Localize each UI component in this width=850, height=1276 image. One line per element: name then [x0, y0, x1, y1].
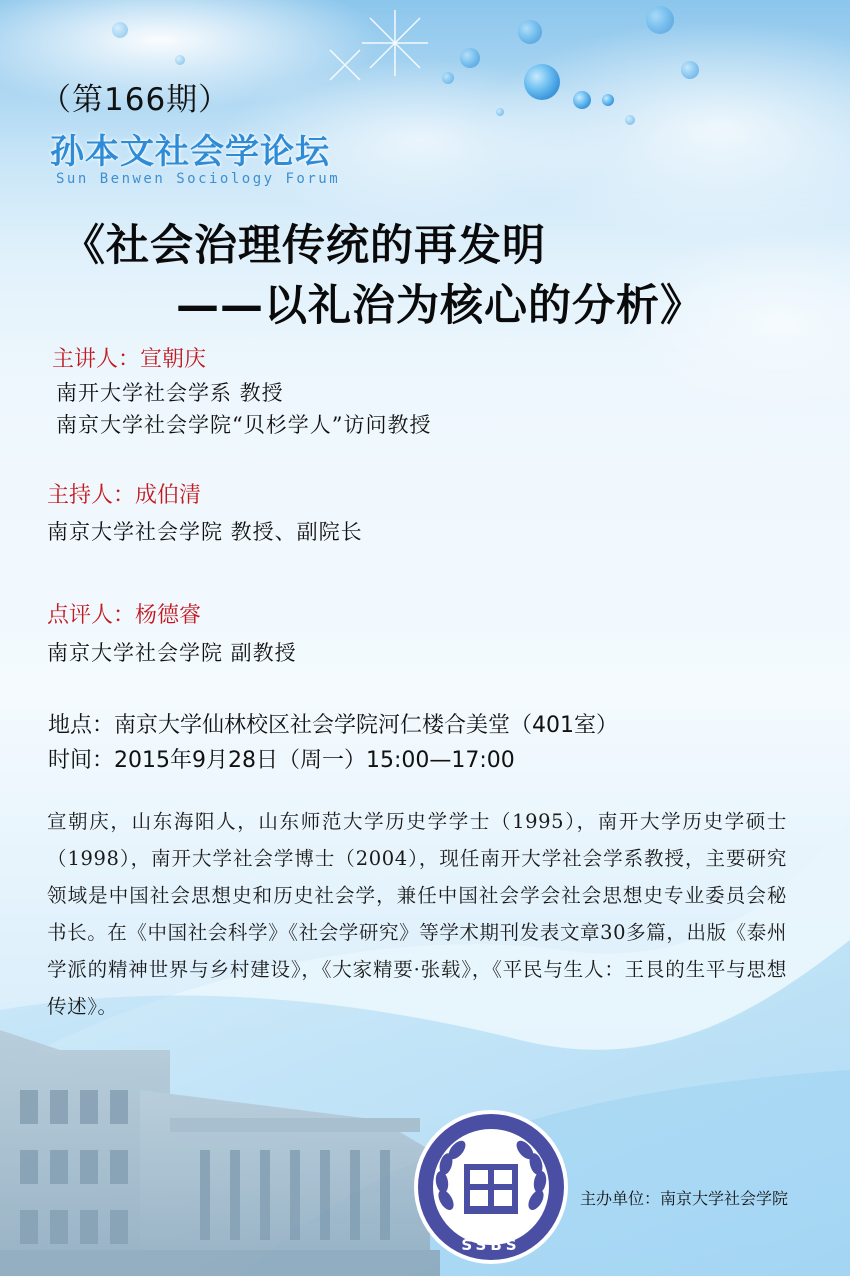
speaker-affiliation-1: 南开大学社会学系 教授 — [56, 381, 284, 405]
issue-number: （第166期） — [40, 82, 231, 118]
commentator-affiliation: 南京大学社会学院 副教授 — [47, 641, 297, 665]
lecture-title-line1: 《社会治理传统的再发明 — [62, 221, 546, 271]
speaker-biography: 宣朝庆，山东海阳人，山东师范大学历史学学士（1995），南开大学历史学硕士（1998），南开大学社会学博士（2004），现任南开大学社会学系教授，主要研究领域是中国社会思想史和历史社会学，兼任中国社会学会社会思想史专业委员会秘书长。在《中国社会科学》《社会学研究》等学术期刊发表文章30多篇，出版《泰州学派的精神世界与乡村建设》，《大家精要·张载》，《平民与生人：王艮的生平与思想传述》。 — [47, 810, 787, 1018]
logo-text: SSBS — [461, 1236, 521, 1254]
host-affiliation: 南京大学社会学院 教授、副院长 — [47, 520, 363, 544]
speaker-affiliation-2: 南京大学社会学院“贝杉学人”访问教授 — [56, 413, 432, 437]
speaker-label: 主讲人：宣朝庆 — [52, 347, 207, 372]
lecture-title-line2: ——以礼治为核心的分析》 — [176, 281, 704, 331]
organizer: 主办单位：南京大学社会学院 — [580, 1189, 789, 1208]
forum-name: 孙本文社会学论坛 — [50, 132, 330, 172]
event-time: 时间：2015年9月28日（周一）15:00—17:00 — [48, 748, 515, 773]
event-location: 地点：南京大学仙林校区社会学院河仁楼合美堂（401室） — [48, 713, 618, 738]
commentator-label: 点评人：杨德睿 — [47, 603, 202, 628]
host-label: 主持人：成伯清 — [47, 483, 202, 508]
ssbs-logo — [412, 1108, 570, 1266]
forum-name-english: Sun Benwen Sociology Forum — [56, 171, 341, 187]
